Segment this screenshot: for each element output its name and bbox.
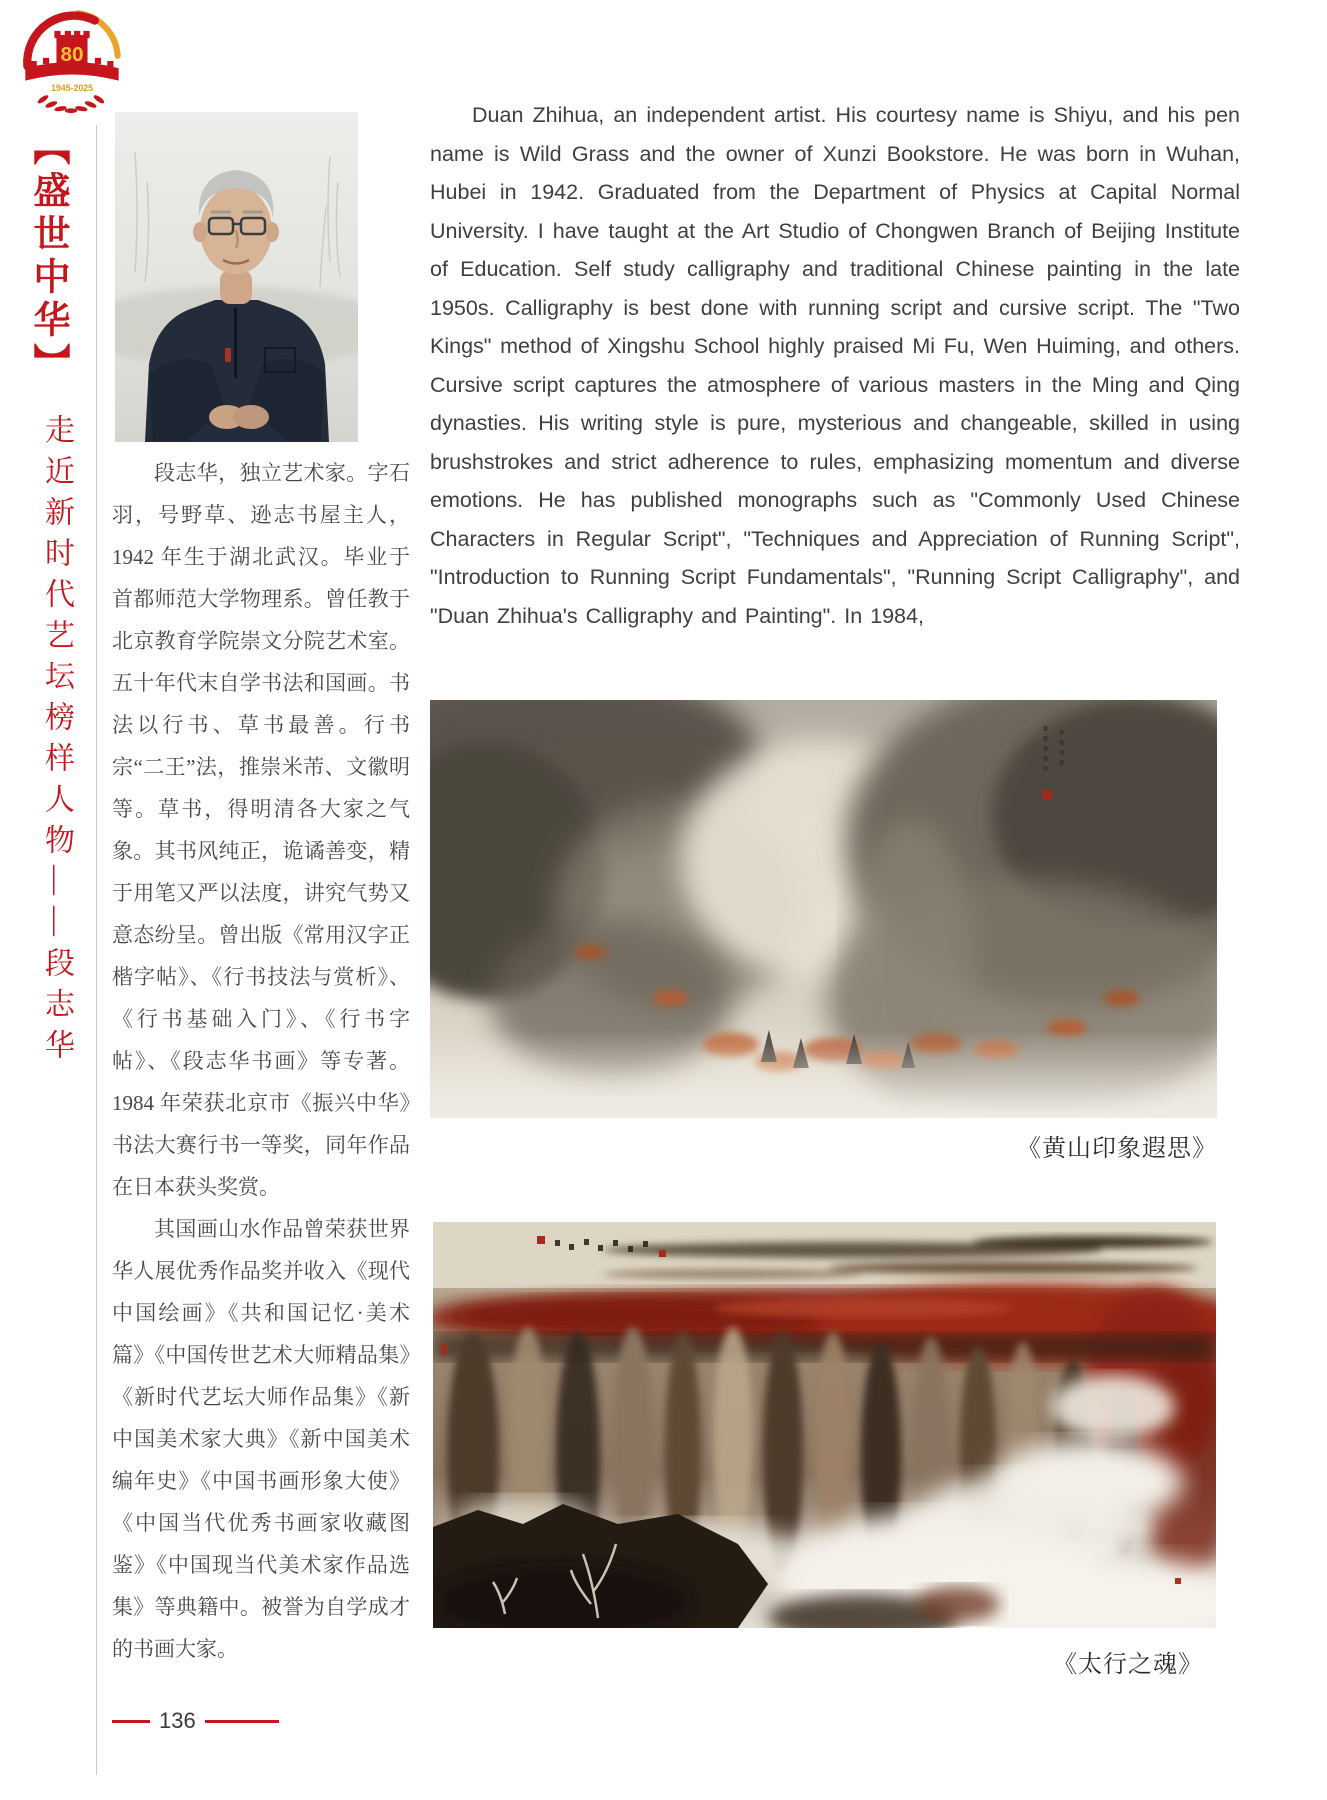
anniversary-80-emblem-icon: [20, 6, 124, 118]
column-title-vertical: 走近新时代艺坛榜样人物——段志华: [40, 414, 73, 1070]
bio-paragraph-2: 其国画山水作品曾荣获世界华人展优秀作品奖并收入《现代中国绘画》《共和国记忆·美术篇》《中国传世艺术大师精品集》《新时代艺坛大师作品集》《新中国美术家大典》《新中国美术编年史》《中国书画形象大使》《中国当代优秀书画家收藏图鉴》《中国现当代美术家作品选集》等典籍中。被誉为自学成才的书画大家。: [112, 1217, 410, 1661]
logo-years: 1945-2025: [50, 83, 94, 94]
bio-paragraph-1: 段志华，独立艺术家。字石羽，号野草、逊志书屋主人，1942 年生于湖北武汉。毕业于首都师范大学物理系。曾任教于北京教育学院崇文分院艺术室。五十年代末自学书法和国画。书法以行书、草书最善。行书宗“二王”法，推崇米芾、文徽明等。草书，得明清各大家之气象。其书风纯正，诡谲善变，精于用笔又严以法度，讲究气势又意态纷呈。曾出版《常用汉字正楷字帖》、《行书技法与赏析》、《行书基础入门》、《行书字帖》、《段志华书画》等专著。1984 年荣获北京市《振兴中华》书法大赛行书一等奖，同年作品在日本获头奖赏。: [112, 461, 410, 1199]
artist-portrait-photo: [115, 112, 358, 442]
logo-80-number: 80: [60, 42, 84, 66]
chinese-bio-text: [112, 452, 410, 1670]
painting-1-caption: 《黄山印象遐思》: [1017, 1135, 1217, 1162]
english-bio-text: Duan Zhihua, an independent artist. His courtesy name is Shiyu, and his pen name is Wild Grass and the owner of Xunzi Bookstore. He was born in Wuhan, Hubei in 1942. Graduated from the Department of Physics at Capital Normal University. I have taught at the Art Studio of Chongwen Branch of Beijing Institute of Education. Self study calligraphy and traditional Chinese painting in the late 1950s. Calligraphy is best done with running script and cursive script. The "Two Kings" method of Xingshu School highly praised Mi Fu, Wen Huiming, and others. Cursive script captures the atmosphere of various masters in the Ming and Qing dynasties. His writing style is pure, mysterious and changeable, skilled in using brushstrokes and strict adherence to rules, emphasizing momentum and diverse emotions. He has published monographs such as "Commonly Used Chinese Characters in Regular Script", "Techniques and Appreciation of Running Script", "Introduction to Running Script Fundamentals", "Running Script Calligraphy", and "Duan Zhihua's Calligraphy and Painting". In 1984,: [430, 103, 1240, 628]
footer-right-dash: [205, 1720, 279, 1723]
painting-taihang: [433, 1222, 1216, 1628]
series-title-vertical: 【盛世中华】: [28, 128, 69, 386]
page-footer: [112, 1708, 279, 1734]
painting-2-caption: 《太行之魂》: [1053, 1651, 1203, 1678]
painting-huangshan: [430, 700, 1217, 1118]
laurel-leaves: [36, 94, 105, 113]
red-seal: [1043, 790, 1052, 799]
red-pen-clip: [225, 348, 231, 362]
footer-left-dash: [112, 1720, 150, 1723]
page-number: 136: [159, 1708, 196, 1733]
vertical-divider: [96, 125, 97, 1775]
